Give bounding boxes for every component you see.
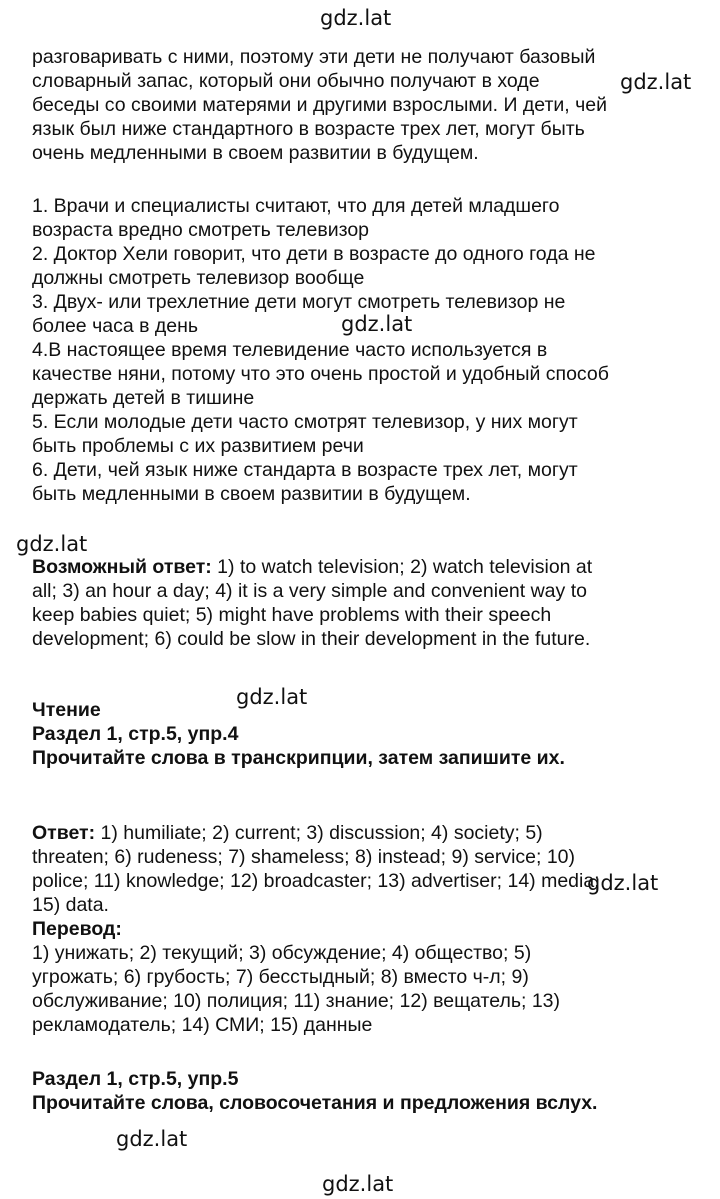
possible-answer-line [32,555,592,579]
possible-answer-text: 1) to watch television; 2) watch television at [211,556,593,578]
reading-instruction: Прочитайте слова в транскрипции, затем запишите их. [32,747,565,769]
intro-line: словарный запас, который они обычно получают в ходе [32,70,540,92]
list-line: более часа в день [32,315,199,337]
intro-line: очень медленными в своем развитии в будущем. [32,142,479,164]
list-line: 1. Врачи и специалисты считают, что для детей младшего [32,195,560,217]
intro-line: язык был ниже стандартного в возрасте трех лет, могут быть [32,118,585,140]
possible-answer-line: development; 6) could be slow in their development in the future. [32,628,591,650]
watermark: gdz.lat [322,1172,394,1196]
answer-line: police; 11) knowledge; 12) broadcaster; 13) advertiser; 14) media; [32,870,600,892]
answer-text: 1) humiliate; 2) current; 3) discussion; 4) society; 5) [95,822,543,844]
list-line: быть медленными в своем развитии в будущем. [32,483,471,505]
list-line: качестве няни, потому что это очень простой и удобный способ [32,363,609,385]
translation-line: обслуживание; 10) полиция; 11) знание; 12) вещатель; 13) [32,990,561,1012]
answer-line: threaten; 6) rudeness; 7) shameless; 8) instead; 9) service; 10) [32,846,576,868]
list-line: 6. Дети, чей язык ниже стандарта в возрасте трех лет, могут [32,459,578,481]
translation-line: рекламодатель; 14) СМИ; 15) данные [32,1014,373,1036]
list-line: держать детей в тишине [32,387,255,409]
intro-line: разговаривать с ними, поэтому эти дети не получают базовый [32,46,596,68]
watermark: gdz.lat [587,871,659,895]
list-line: быть проблемы с их развитием речи [32,435,364,457]
list-line: 2. Доктор Хели говорит, что дети в возрасте до одного года не [32,243,596,265]
reading-section-title: Раздел 1, стр.5, упр.4 [32,723,239,745]
answer-label: Ответ: [32,822,96,844]
translation-label: Перевод: [32,918,122,940]
possible-answer-label: Возможный ответ: [32,556,212,578]
answer-line: 15) data. [32,894,109,916]
watermark: gdz.lat [236,685,308,709]
possible-answer-line: all; 3) an hour a day; 4) it is a very simple and convenient way to [32,580,587,602]
answer-line [32,821,543,845]
list-line: возраста вредно смотреть телевизор [32,219,370,241]
list-line: 5. Если молодые дети часто смотрят телевизор, у них могут [32,411,578,433]
watermark: gdz.lat [16,532,88,556]
reading-heading: Чтение [32,699,101,721]
watermark: gdz.lat [116,1127,188,1151]
intro-line: беседы со своими матерями и другими взрослыми. И дети, чей [32,94,608,116]
next-section-instruction: Прочитайте слова, словосочетания и предложения вслух. [32,1092,598,1114]
watermark: gdz.lat [341,312,413,336]
next-section-title: Раздел 1, стр.5, упр.5 [32,1068,239,1090]
list-line: 3. Двух- или трехлетние дети могут смотреть телевизор не [32,291,566,313]
watermark: gdz.lat [320,6,392,30]
list-line: 4.В настоящее время телевидение часто используется в [32,339,548,361]
possible-answer-line: keep babies quiet; 5) might have problems with their speech [32,604,552,626]
translation-line: угрожать; 6) грубость; 7) бесстыдный; 8) вместо ч-л; 9) [32,966,529,988]
list-line: должны смотреть телевизор вообще [32,267,365,289]
watermark: gdz.lat [620,70,692,94]
translation-line: 1) унижать; 2) текущий; 3) обсуждение; 4) общество; 5) [32,942,532,964]
